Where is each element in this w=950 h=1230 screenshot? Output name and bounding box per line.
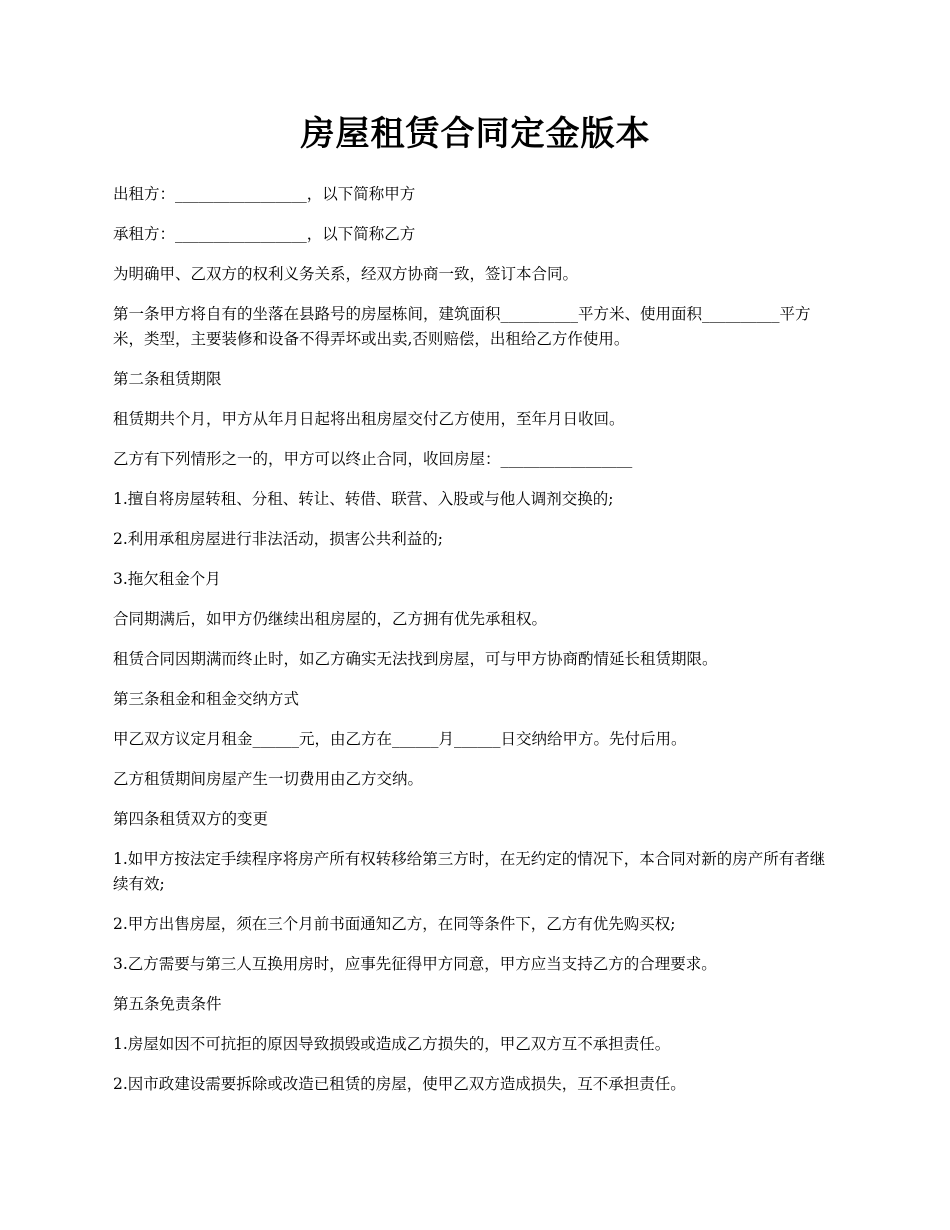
paragraph-termination-1: 1.擅自将房屋转租、分租、转让、转借、联营、入股或与他人调剂交换的; — [113, 490, 614, 508]
paragraph-exemption-1: 1.房屋如因不可抗拒的原因导致损毁或造成乙方损失的，甲乙双方互不承担责任。 — [113, 1035, 671, 1053]
heading-article-3: 第三条租金和租金交纳方式 — [113, 690, 300, 708]
paragraph-preamble: 为明确甲、乙双方的权利义务关系，经双方协商一致，签订本合同。 — [113, 265, 579, 283]
paragraph-change-1: 1.如甲方按法定手续程序将房产所有权转移给第三方时，在无约定的情况下，本合同对新的房产所有者继续有效; — [113, 850, 826, 893]
paragraph-extension: 租赁合同因期满而终止时，如乙方确实无法找到房屋，可与甲方协商酌情延长租赁期限。 — [113, 650, 718, 668]
paragraph-termination: 乙方有下列情形之一的，甲方可以终止合同，收回房屋：_________________ — [113, 450, 633, 468]
document-title: 房屋租赁合同定金版本 — [300, 114, 651, 154]
paragraph-rent-amount: 甲乙双方议定月租金______元，由乙方在______月______日交纳给甲方。先付后用。 — [113, 730, 687, 748]
paragraph-change-3: 3.乙方需要与第三人互换用房时，应事先征得甲方同意，甲方应当支持乙方的合理要求。 — [113, 955, 717, 973]
paragraph-renewal-priority: 合同期满后，如甲方仍继续出租房屋的，乙方拥有优先承租权。 — [113, 610, 548, 628]
paragraph-termination-3: 3.拖欠租金个月 — [113, 570, 221, 588]
paragraph-expenses: 乙方租赁期间房屋产生一切费用由乙方交纳。 — [113, 770, 424, 788]
heading-article-5: 第五条免责条件 — [113, 995, 222, 1013]
document-body — [113, 182, 838, 1097]
paragraph-article-1: 第一条甲方将自有的坐落在县路号的房屋栋间，建筑面积__________平方米、使用面积__________平方米，类型，主要装修和设备不得弄坏或出卖,否则赔偿，出租给乙方作使用。 — [113, 305, 811, 348]
paragraph-lease-term: 租赁期共个月，甲方从年月日起将出租房屋交付乙方使用，至年月日收回。 — [113, 410, 625, 428]
paragraph-termination-2: 2.利用承租房屋进行非法活动，损害公共利益的; — [113, 530, 444, 548]
paragraph-change-2: 2.甲方出售房屋，须在三个月前书面通知乙方，在同等条件下，乙方有优先购买权; — [113, 915, 676, 933]
paragraph-lessee: 承租方：_________________，以下简称乙方 — [113, 225, 416, 243]
paragraph-exemption-2: 2.因市政建设需要拆除或改造已租赁的房屋，使甲乙双方造成损失，互不承担责任。 — [113, 1075, 686, 1093]
heading-article-2: 第二条租赁期限 — [113, 370, 222, 388]
paragraph-lessor: 出租方：_________________，以下简称甲方 — [113, 185, 416, 203]
heading-article-4: 第四条租赁双方的变更 — [113, 810, 269, 828]
